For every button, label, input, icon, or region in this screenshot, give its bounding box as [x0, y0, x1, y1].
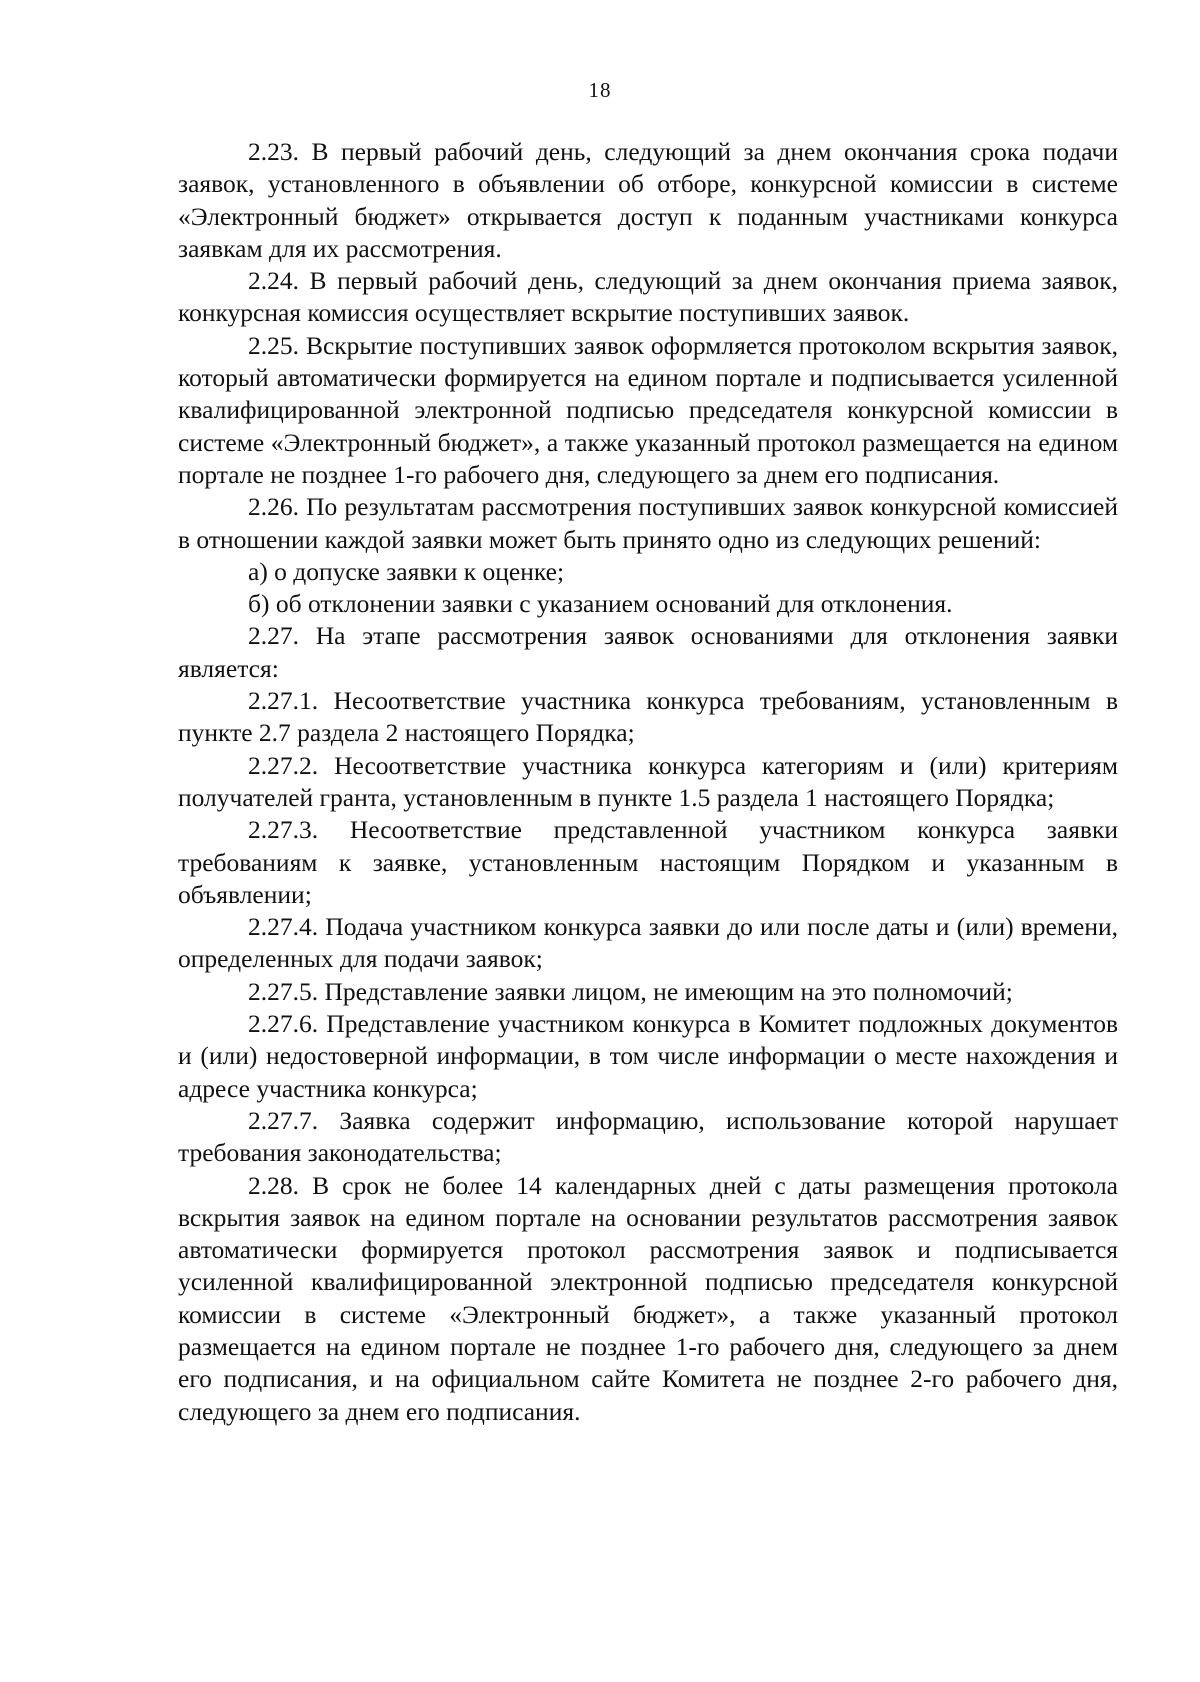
paragraph-2-27-7: 2.27.7. Заявка содержит информацию, использование которой нарушает требования законодательства; — [178, 1105, 1118, 1168]
paragraph-2-28: 2.28. В срок не более 14 календарных дней с даты размещения протокола вскрытия заявок на едином портале на основании результатов рассмотрения заявок автоматически формируется протокол рассмотрения заявок и подписывается усиленной квалифицированной электронной подписью председателя конкурсной комиссии в системе «Электронный бюджет», а также указанный протокол размещается на едином портале не позднее 1-го рабочего дня, следующего за днем его подписания, и на официальном сайте Комитета не позднее 2-го рабочего дня, следующего за днем его подписания. — [178, 1170, 1118, 1426]
paragraph-2-27-3: 2.27.3. Несоответствие представленной участником конкурса заявки требованиям к заявке, установленным настоящим Порядком и указанным в объявлении; — [178, 815, 1118, 909]
paragraph-2-26: 2.26. По результатам рассмотрения поступивших заявок конкурсной комиссией в отношении каждой заявки может быть принято одно из следующих решений: — [178, 492, 1118, 554]
paragraph-2-25: 2.25. Вскрытие поступивших заявок оформляется протоколом вскрытия заявок, который автоматически формируется на едином портале и подписывается усиленной квалифицированной электронной подписью председателя конкурсной комиссии в системе «Электронный бюджет», а также указанный протокол размещается на едином портале не позднее 1-го рабочего дня, следующего за днем его подписания. — [178, 330, 1118, 489]
paragraph-2-26-a: а) о допуске заявки к оценке; — [248, 556, 565, 586]
paragraph-2-27: 2.27. На этапе рассмотрения заявок основаниями для отклонения заявки является: — [178, 621, 1118, 683]
paragraph-2-26-b: б) об отклонении заявки с указанием оснований для отклонения. — [248, 589, 953, 619]
paragraph-2-27-1: 2.27.1. Несоответствие участника конкурса требованиям, установленным в пункте 2.7 раздела 2 настоящего Порядка; — [178, 686, 1118, 748]
paragraph-2-27-2: 2.27.2. Несоответствие участника конкурса категориям и (или) критериям получателей гранта, установленным в пункте 1.5 раздела 1 настоящего Порядка; — [178, 750, 1118, 812]
paragraph-2-23: 2.23. В первый рабочий день, следующий за днем окончания срока подачи заявок, установленного в объявлении об отборе, конкурсной комиссии в системе «Электронный бюджет» открывается доступ к поданным участниками конкурса заявкам для их рассмотрения. — [178, 137, 1118, 263]
paragraph-2-24: 2.24. В первый рабочий день, следующий за днем окончания приема заявок, конкурсная комиссия осуществляет вскрытие поступивших заявок. — [178, 266, 1118, 328]
paragraph-2-27-5: 2.27.5. Представление заявки лицом, не имеющим на это полномочий; — [248, 976, 1013, 1006]
page-number: 18 — [588, 78, 612, 102]
paragraph-2-27-6: 2.27.6. Представление участником конкурса в Комитет подложных документов и (или) недостоверной информации, в том числе информации о месте нахождения и адресе участника конкурса; — [178, 1009, 1118, 1103]
paragraph-2-27-4: 2.27.4. Подача участником конкурса заявки до или после даты и (или) времени, определенных для подачи заявок; — [178, 912, 1118, 974]
document-body — [178, 136, 1118, 1428]
